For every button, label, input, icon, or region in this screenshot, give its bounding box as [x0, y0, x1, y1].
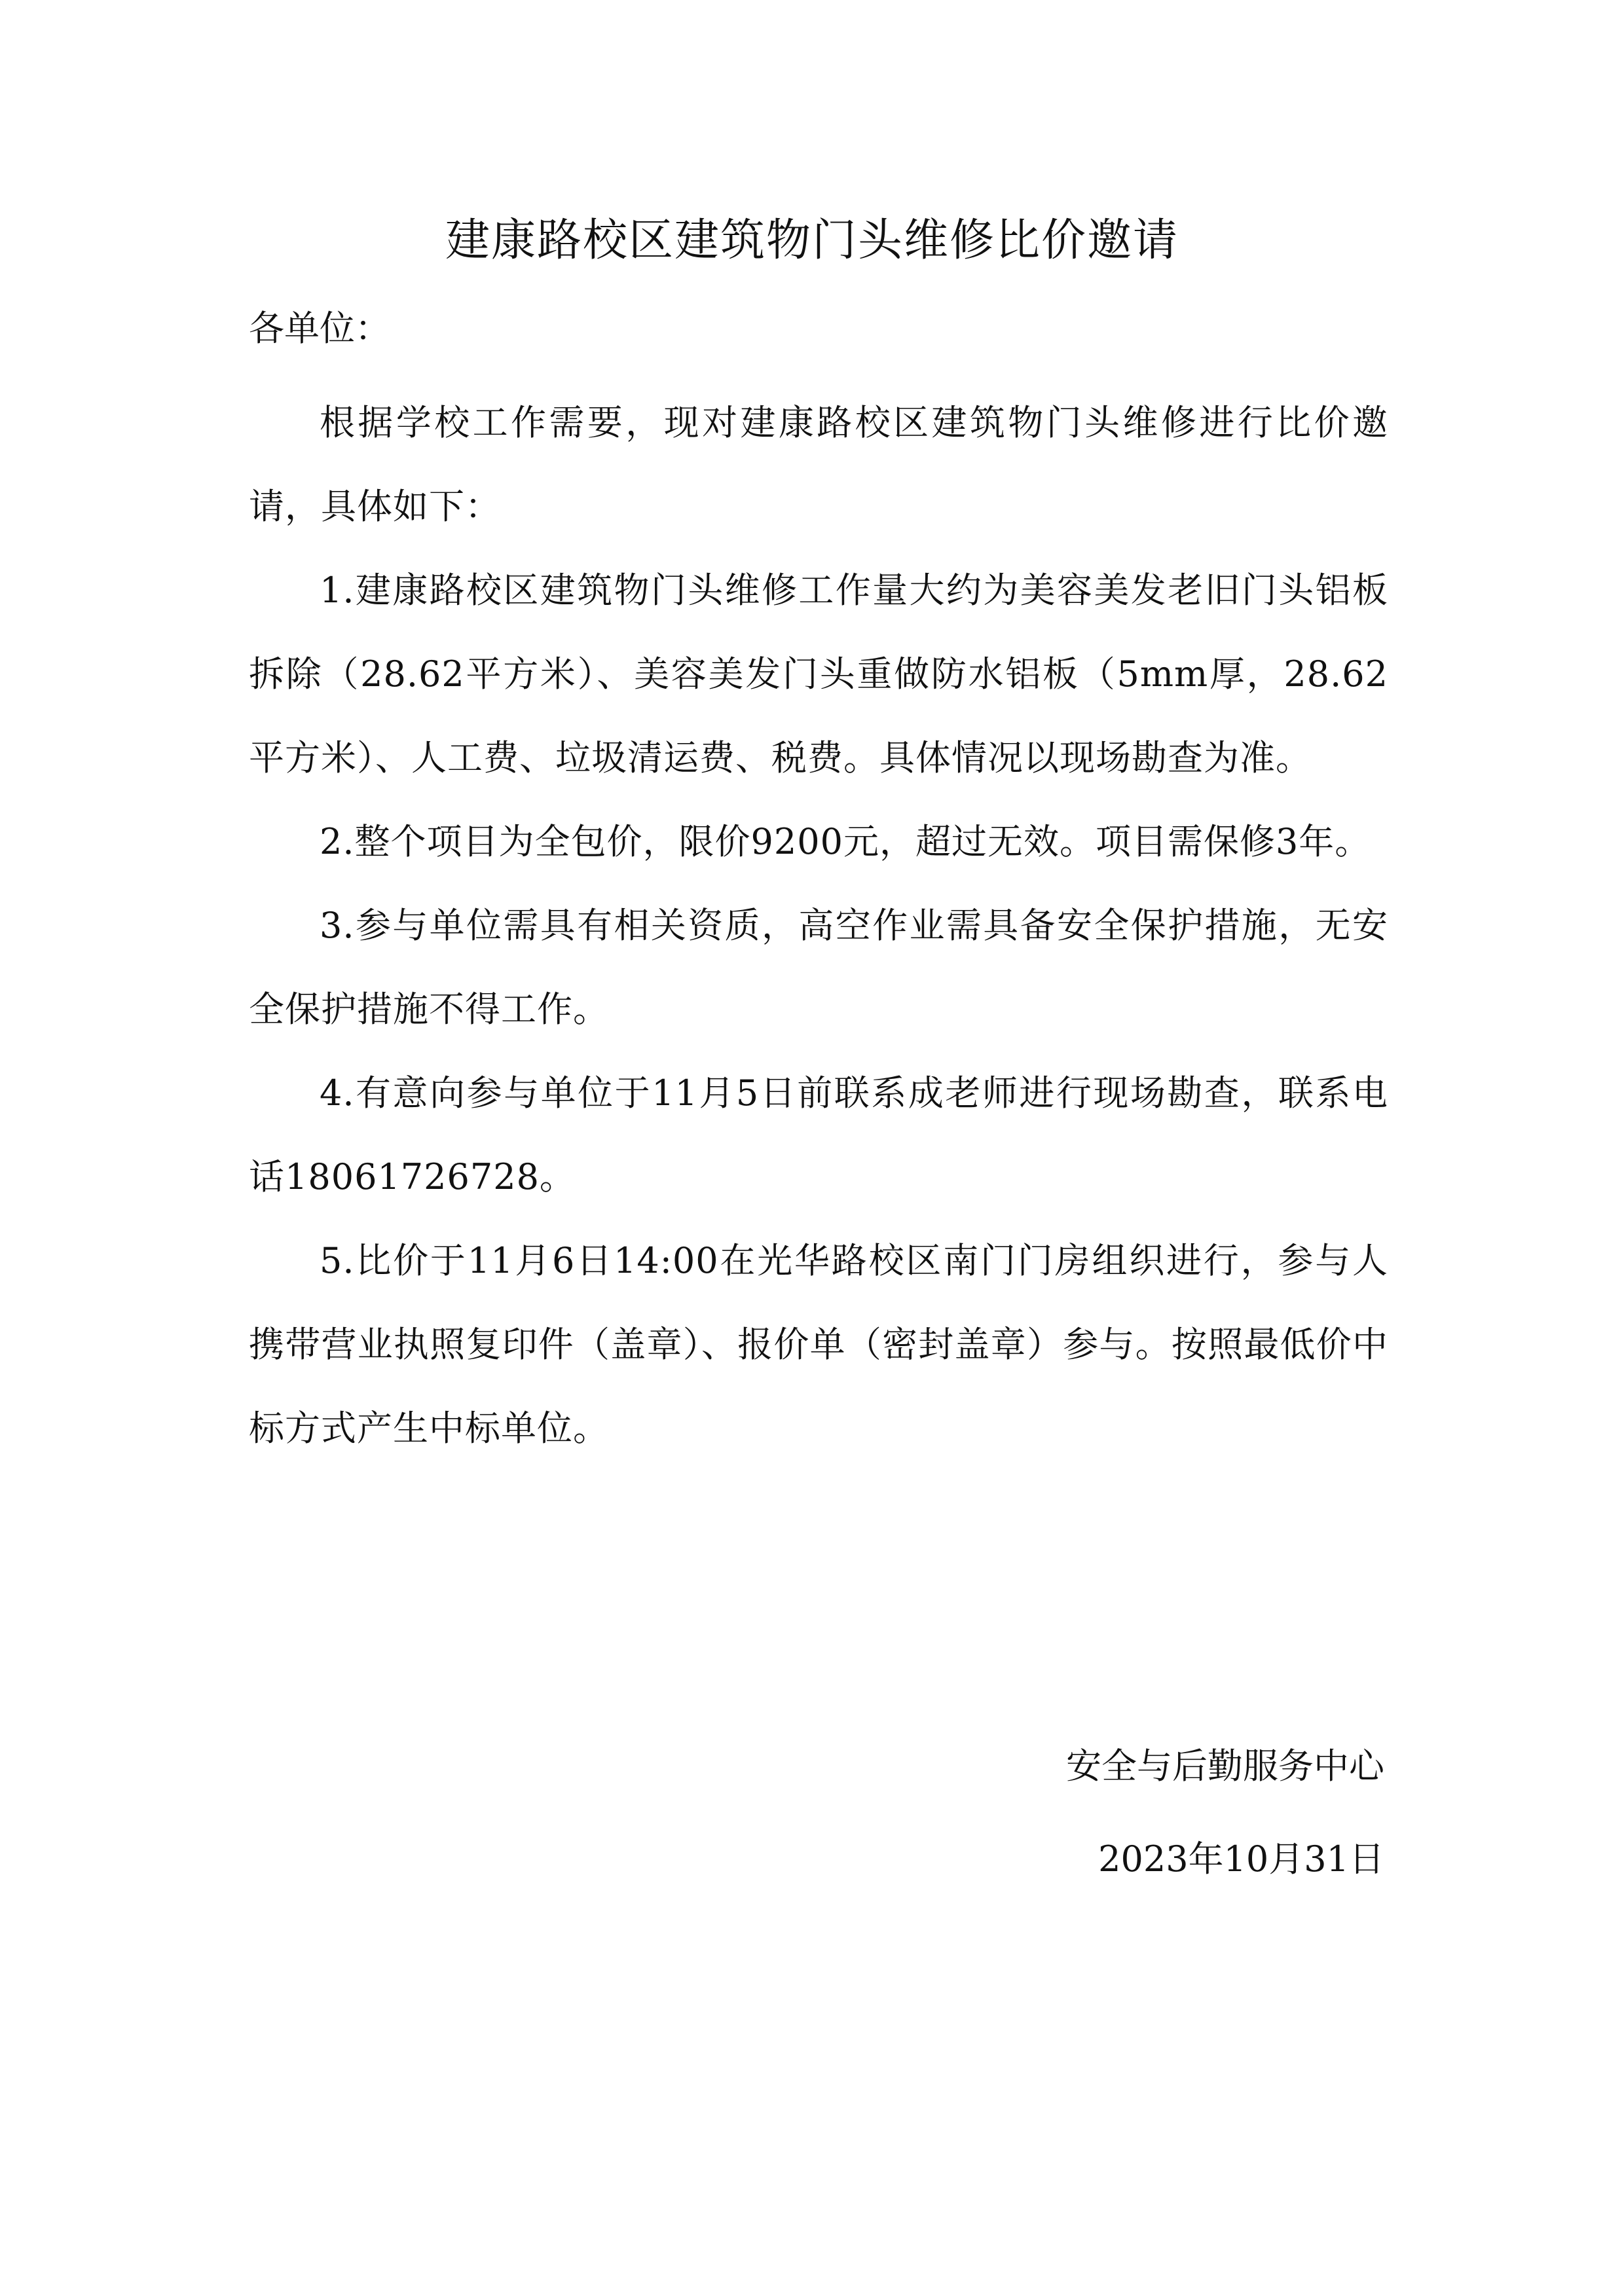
signature-organization: 安全与后勤服务中心	[1066, 1745, 1384, 1787]
intro-paragraph: 根据学校工作需要，现对建康路校区建筑物门头维修进行比价邀请，具体如下：	[249, 402, 1388, 527]
document-body	[249, 381, 1388, 1470]
signature-block	[1066, 1734, 1384, 1892]
item-2-paragraph: 2.整个项目为全包价，限价9200元，超过无效。项目需保修3年。	[320, 821, 1371, 862]
document-title: 建康路校区建筑物门头维修比价邀请	[445, 215, 1179, 266]
item-4-paragraph: 4.有意向参与单位于11月5日前联系成老师进行现场勘查，联系电话18061726728。	[249, 1072, 1388, 1197]
item-1-paragraph: 1.建康路校区建筑物门头维修工作量大约为美容美发老旧门头铝板拆除（28.62平方米）、美容美发门头重做防水铝板（5mm厚，28.62平方米）、人工费、垃圾清运费、税费。具体情况以现场勘查为准。	[249, 570, 1388, 778]
salutation: 各单位：	[249, 308, 390, 349]
item-5-paragraph: 5.比价于11月6日14:00在光华路校区南门门房组织进行，参与人携带营业执照复印件（盖章）、报价单（密封盖章）参与。按照最低价中标方式产生中标单位。	[249, 1240, 1388, 1449]
item-3-paragraph: 3.参与单位需具有相关资质，高空作业需具备安全保护措施，无安全保护措施不得工作。	[249, 905, 1388, 1030]
signature-date: 2023年10月31日	[1098, 1838, 1384, 1880]
